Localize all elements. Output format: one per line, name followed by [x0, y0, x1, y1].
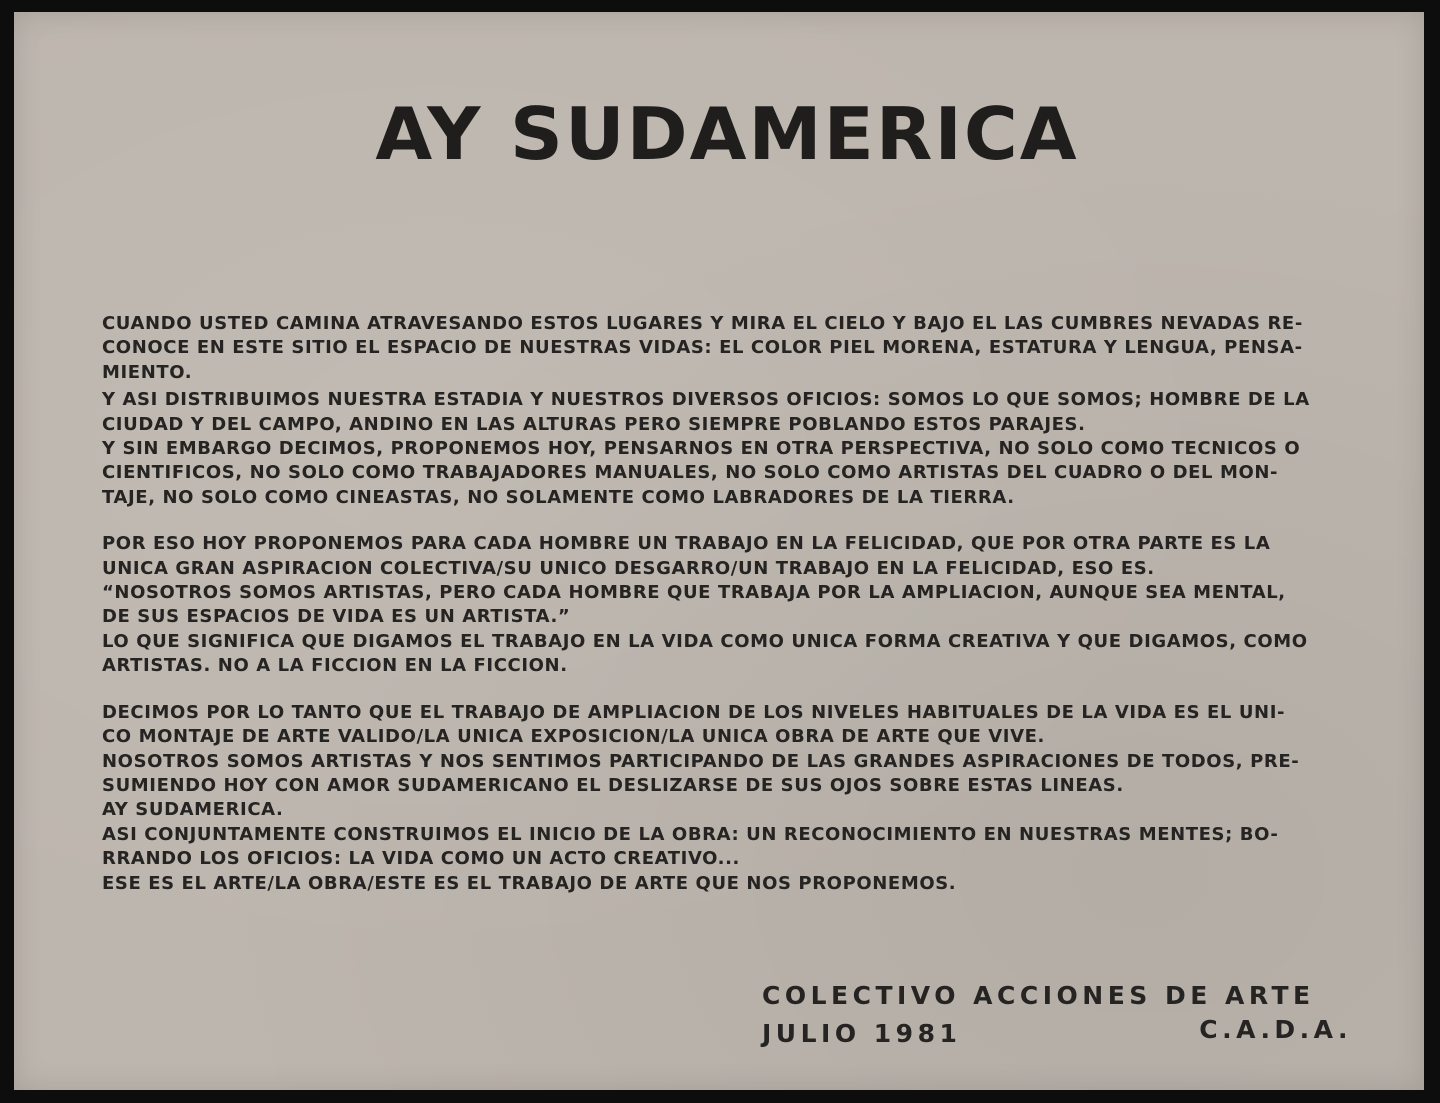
- text-line: CIENTIFICOS, NO SOLO COMO TRABAJADORES MANUALES, NO SOLO COMO ARTISTAS DEL CUADRO O DEL MON-: [102, 462, 1279, 484]
- organization-name: COLECTIVO ACCIONES DE ARTE: [762, 981, 1315, 1010]
- text-line: RRANDO LOS OFICIOS: LA VIDA COMO UN ACTO CREATIVO...: [102, 848, 740, 870]
- paragraph-2: [102, 388, 1364, 510]
- date-text: JULIO 1981: [762, 1019, 962, 1048]
- text-line: AY SUDAMERICA.: [102, 799, 284, 821]
- manifesto-sheet: [14, 12, 1424, 1090]
- text-line: POR ESO HOY PROPONEMOS PARA CADA HOMBRE UN TRABAJO EN LA FELICIDAD, QUE POR OTRA PARTE ES LA: [102, 533, 1271, 555]
- text-line: Y ASI DISTRIBUIMOS NUESTRA ESTADIA Y NUESTROS DIVERSOS OFICIOS: SOMOS LO QUE SOMOS; HOMBRE DE LA: [102, 389, 1310, 411]
- text-line: UNICA GRAN ASPIRACION COLECTIVA/SU UNICO DESGARRO/UN TRABAJO EN LA FELICIDAD, ESO ES.: [102, 557, 1155, 579]
- text-line: Y SIN EMBARGO DECIMOS, PROPONEMOS HOY, PENSARNOS EN OTRA PERSPECTIVA, NO SOLO COMO TECNICOS O: [102, 438, 1301, 460]
- manifesto-body: [102, 312, 1364, 896]
- text-line: ARTISTAS. NO A LA FICCION EN LA FICCION.: [102, 655, 568, 677]
- paragraph-3: [102, 532, 1364, 678]
- paragraph-1: [102, 312, 1364, 385]
- text-line: “NOSOTROS SOMOS ARTISTAS, PERO CADA HOMBRE QUE TRABAJA POR LA AMPLIACION, AUNQUE SEA MENTAL,: [102, 582, 1286, 604]
- text-line: CUANDO USTED CAMINA ATRAVESANDO ESTOS LUGARES Y MIRA EL CIELO Y BAJO EL LAS CUMBRES NEVADAS RE-: [102, 313, 1303, 334]
- text-line: DE SUS ESPACIOS DE VIDA ES UN ARTISTA.”: [102, 606, 571, 628]
- paragraph-4: [102, 701, 1364, 896]
- text-line: LO QUE SIGNIFICA QUE DIGAMOS EL TRABAJO EN LA VIDA COMO UNICA FORMA CREATIVA Y QUE DIGAMOS, COMO: [102, 630, 1308, 652]
- text-line: DECIMOS POR LO TANTO QUE EL TRABAJO DE AMPLIACION DE LOS NIVELES HABITUALES DE LA VIDA ES EL UNI-: [102, 701, 1286, 723]
- page-title: AY SUDAMERICA: [375, 92, 1079, 176]
- text-line: ASI CONJUNTAMENTE CONSTRUIMOS EL INICIO DE LA OBRA: UN RECONOCIMIENTO EN NUESTRAS MENTES; BO-: [102, 823, 1279, 845]
- text-line: CONOCE EN ESTE SITIO EL ESPACIO DE NUESTRAS VIDAS: EL COLOR PIEL MORENA, ESTATURA Y LENGUA, PENSA-: [102, 337, 1303, 359]
- text-line: CIUDAD Y DEL CAMPO, ANDINO EN LAS ALTURAS PERO SIEMPRE POBLANDO ESTOS PARAJES.: [102, 413, 1086, 435]
- text-line: MIENTO.: [102, 361, 193, 383]
- acronym-text: C.A.D.A.: [1199, 1015, 1352, 1044]
- text-line: ESE ES EL ARTE/LA OBRA/ESTE ES EL TRABAJO DE ARTE QUE NOS PROPONEMOS.: [102, 872, 957, 894]
- text-line: NOSOTROS SOMOS ARTISTAS Y NOS SENTIMOS PARTICIPANDO DE LAS GRANDES ASPIRACIONES DE TODOS, PRE-: [102, 750, 1300, 772]
- text-line: SUMIENDO HOY CON AMOR SUDAMERICANO EL DESLIZARSE DE SUS OJOS SOBRE ESTAS LINEAS.: [102, 774, 1124, 796]
- text-line: CO MONTAJE DE ARTE VALIDO/LA UNICA EXPOSICION/LA UNICA OBRA DE ARTE QUE VIVE.: [102, 726, 1045, 748]
- text-line: TAJE, NO SOLO COMO CINEASTAS, NO SOLAMENTE COMO LABRADORES DE LA TIERRA.: [102, 486, 1015, 508]
